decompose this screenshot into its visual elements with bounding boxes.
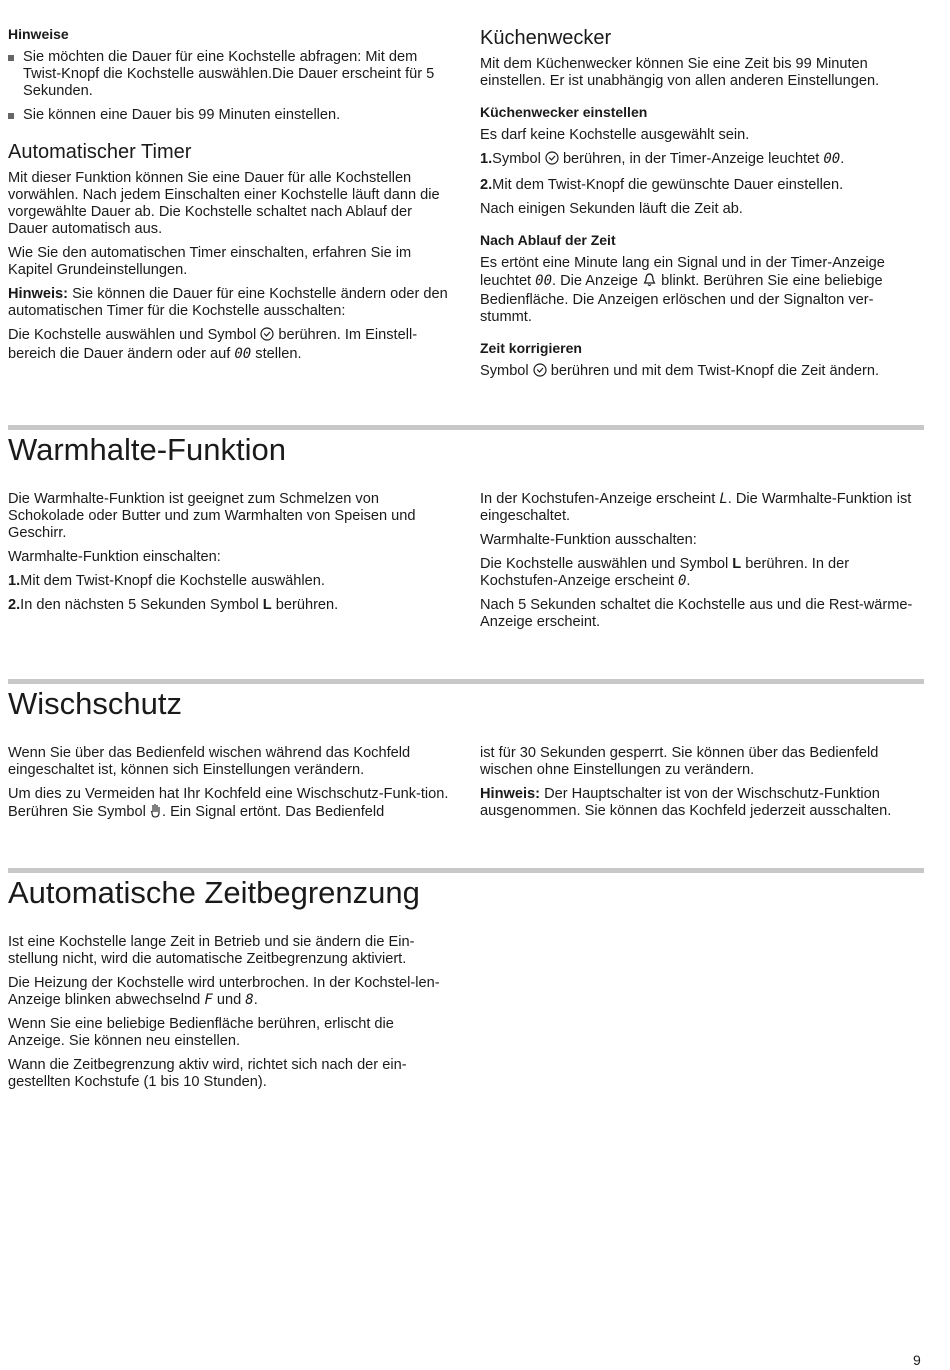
hinweise-heading: Hinweise <box>8 26 69 42</box>
text: berühren und mit dem Twist-Knopf die Zeit ändern. <box>546 363 880 379</box>
text: berühren. <box>271 597 339 613</box>
wischschutz-right-column <box>480 745 925 827</box>
text: Die Heizung der Kochstelle wird unterbrochen. In der Kochstel-len-Anzeige blinken abwechselnd <box>8 975 440 1008</box>
text: Mit dem Twist-Knopf die Kochstelle auswählen. <box>20 573 325 589</box>
display-zero-zero: 00 <box>535 273 553 289</box>
zeitbegrenzung-title: Automatische Zeitbegrenzung <box>8 875 420 910</box>
text: Es ertönt eine Minute lang ein Signal und in der Timer-Anzeige leuchtet <box>480 255 885 289</box>
wischschutz-title: Wischschutz <box>8 686 182 721</box>
text: . <box>840 151 845 167</box>
text: stellen. <box>251 346 302 362</box>
text: blinkt. Berühren Sie eine beliebige Bedienfläche. Die Anzeigen erlöschen und der Signalton ver-stummt. <box>480 273 883 325</box>
text: und <box>212 992 246 1008</box>
section-divider <box>8 679 924 684</box>
zeitbegrenzung-p4: Wann die Zeitbegrenzung aktiv wird, richtet sich nach der ein-gestellten Kochstufe (1 bis 10 Stunden). <box>8 1057 407 1090</box>
kuechenwecker-sub2: Nach Ablauf der Zeit <box>480 232 616 248</box>
left-column-top <box>8 26 453 370</box>
text: Symbol <box>480 363 533 379</box>
section-divider <box>8 425 924 430</box>
display-zero-zero: 00 <box>823 151 841 167</box>
warmhalte-r3 <box>480 556 925 590</box>
kuechenwecker-heading: Küchenwecker <box>480 27 612 49</box>
zeitbegrenzung-column <box>8 934 453 1098</box>
kuechenwecker-p3: Nach einigen Sekunden läuft die Zeit ab. <box>480 201 743 217</box>
auto-timer-p3 <box>8 327 453 363</box>
timer-clock-icon <box>545 151 559 170</box>
symbol-l: L <box>262 597 272 613</box>
warmhalte-p1: Die Warmhalte-Funktion ist geeignet zum Schmelzen von Schokolade oder Butter und zum Warmhalten von Speisen und Geschirr. <box>8 491 416 541</box>
auto-timer-p2: Wie Sie den automatischen Timer einschalten, erfahren Sie im Kapitel Grundeinstellungen. <box>8 245 412 278</box>
text: Symbol <box>492 151 545 167</box>
text: berühren. Im Einstell-bereich die Dauer ändern oder auf <box>8 327 418 362</box>
text: In den nächsten 5 Sekunden Symbol <box>20 597 263 613</box>
text: Mit dem Twist-Knopf die gewünschte Dauer einstellen. <box>492 177 844 193</box>
kuechenwecker-p2: Es darf keine Kochstelle ausgewählt sein. <box>480 127 750 143</box>
auto-timer-heading: Automatischer Timer <box>8 141 192 163</box>
page-number: 9 <box>913 1352 921 1368</box>
wischschutz-r1: ist für 30 Sekunden gesperrt. Sie können über das Bedienfeld wischen ohne Einstellungen zu verändern. <box>480 745 879 778</box>
display-eight: 8 <box>245 992 254 1008</box>
section-divider <box>8 868 924 873</box>
list-item <box>8 107 453 124</box>
step-2 <box>480 177 925 194</box>
bullet-square-icon <box>8 113 14 119</box>
zeitbegrenzung-p2 <box>8 975 453 1009</box>
kuechenwecker-sub1: Küchenwecker einstellen <box>480 104 648 120</box>
timer-clock-icon <box>260 327 274 346</box>
wischschutz-hint <box>480 786 925 820</box>
warmhalte-p2: Warmhalte-Funktion einschalten: <box>8 549 221 565</box>
step-number: 2. <box>480 177 493 193</box>
text: Um dies zu Vermeiden hat Ihr Kochfeld eine Wischschutz-Funk-tion. Berühren Sie Symbol <box>8 786 449 820</box>
text: . Ein Signal ertönt. Das Bedienfeld <box>161 804 385 820</box>
kuechenwecker-p1: Mit dem Küchenwecker können Sie eine Zeit bis 99 Minuten einstellen. Er ist unabhängig von allen anderen Einstellungen. <box>480 56 880 89</box>
bell-icon <box>642 272 657 292</box>
display-l: L <box>719 491 728 507</box>
bullet-text: Sie können eine Dauer bis 99 Minuten einstellen. <box>23 107 341 123</box>
bullet-square-icon <box>8 55 14 61</box>
step-2 <box>8 597 453 614</box>
step-number: 1. <box>8 573 21 589</box>
warmhalte-r1 <box>480 491 925 525</box>
text: . <box>253 992 258 1008</box>
warmhalte-r4: Nach 5 Sekunden schaltet die Kochstelle aus und die Rest-wärme-Anzeige erscheint. <box>480 597 913 630</box>
text: Die Kochstelle auswählen und Symbol <box>480 556 733 572</box>
wischschutz-p1: Wenn Sie über das Bedienfeld wischen während das Kochfeld eingeschaltet ist, können sich Einstellungen verändern. <box>8 745 411 778</box>
text: berühren. In der Kochstufen-Anzeige erscheint <box>480 556 850 589</box>
warmhalte-right-column <box>480 491 925 638</box>
kuechenwecker-sub3: Zeit korrigieren <box>480 340 582 356</box>
timer-clock-icon <box>533 363 547 382</box>
bullet-text: Sie möchten die Dauer für eine Kochstelle abfragen: Mit dem Twist-Knopf die Kochstelle auswählen.Die Dauer erscheint für 5 Sekunden. <box>23 49 435 99</box>
warmhalte-left-column <box>8 491 453 621</box>
text: . Die Warmhalte-Funktion ist eingeschaltet. <box>480 491 912 524</box>
hint-label: Hinweis: <box>8 286 69 302</box>
zeitbegrenzung-p3: Wenn Sie eine beliebige Bedienfläche berühren, erlischt die Anzeige. Sie können neu einstellen. <box>8 1016 394 1049</box>
list-item <box>8 49 453 100</box>
wischschutz-p2 <box>8 786 453 823</box>
hint-text: Sie können die Dauer für eine Kochstelle ändern oder den automatischen Timer für die Kochstelle ausschalten: <box>8 286 448 319</box>
right-column-top <box>480 26 925 389</box>
step-number: 1. <box>480 151 493 167</box>
text: . <box>686 573 691 589</box>
text: In der Kochstufen-Anzeige erscheint <box>480 491 720 507</box>
text: berühren, in der Timer-Anzeige leuchtet <box>558 151 824 167</box>
text: . Die Anzeige <box>552 273 643 289</box>
step-1 <box>480 151 925 170</box>
warmhalte-r2: Warmhalte-Funktion ausschalten: <box>480 532 697 548</box>
hint-label: Hinweis: <box>480 786 541 802</box>
zeitbegrenzung-p1: Ist eine Kochstelle lange Zeit in Betrieb und sie ändern die Ein-stellung nicht, wird die automatische Zeitbegrenzung aktiviert. <box>8 934 415 967</box>
display-zero: 0 <box>677 573 687 589</box>
step-1 <box>8 573 453 590</box>
wipe-hand-icon <box>150 803 162 823</box>
step-number: 2. <box>8 597 21 613</box>
auto-timer-hint <box>8 286 453 320</box>
text: Die Kochstelle auswählen und Symbol <box>8 327 261 343</box>
auto-timer-p1: Mit dieser Funktion können Sie eine Dauer für alle Kochstellen vorwählen. Nach jedem Einschalten einer Kochstelle läuft dann die vorgewählte Dauer ab. Die Kochstelle schaltet nach Ablauf der Dauer automatisch aus. <box>8 170 440 237</box>
display-zero-zero: 00 <box>234 346 252 362</box>
wischschutz-left-column <box>8 745 453 830</box>
hint-text: Der Hauptschalter ist von der Wischschutz-Funktion ausgenommen. Sie können das Kochfeld jederzeit ausschalten. <box>480 786 892 819</box>
kuechenwecker-p4 <box>480 255 925 326</box>
warmhalte-title: Warmhalte-Funktion <box>8 432 286 467</box>
kuechenwecker-p5 <box>480 363 925 382</box>
display-f: F <box>204 992 213 1008</box>
symbol-l: L <box>732 556 742 572</box>
